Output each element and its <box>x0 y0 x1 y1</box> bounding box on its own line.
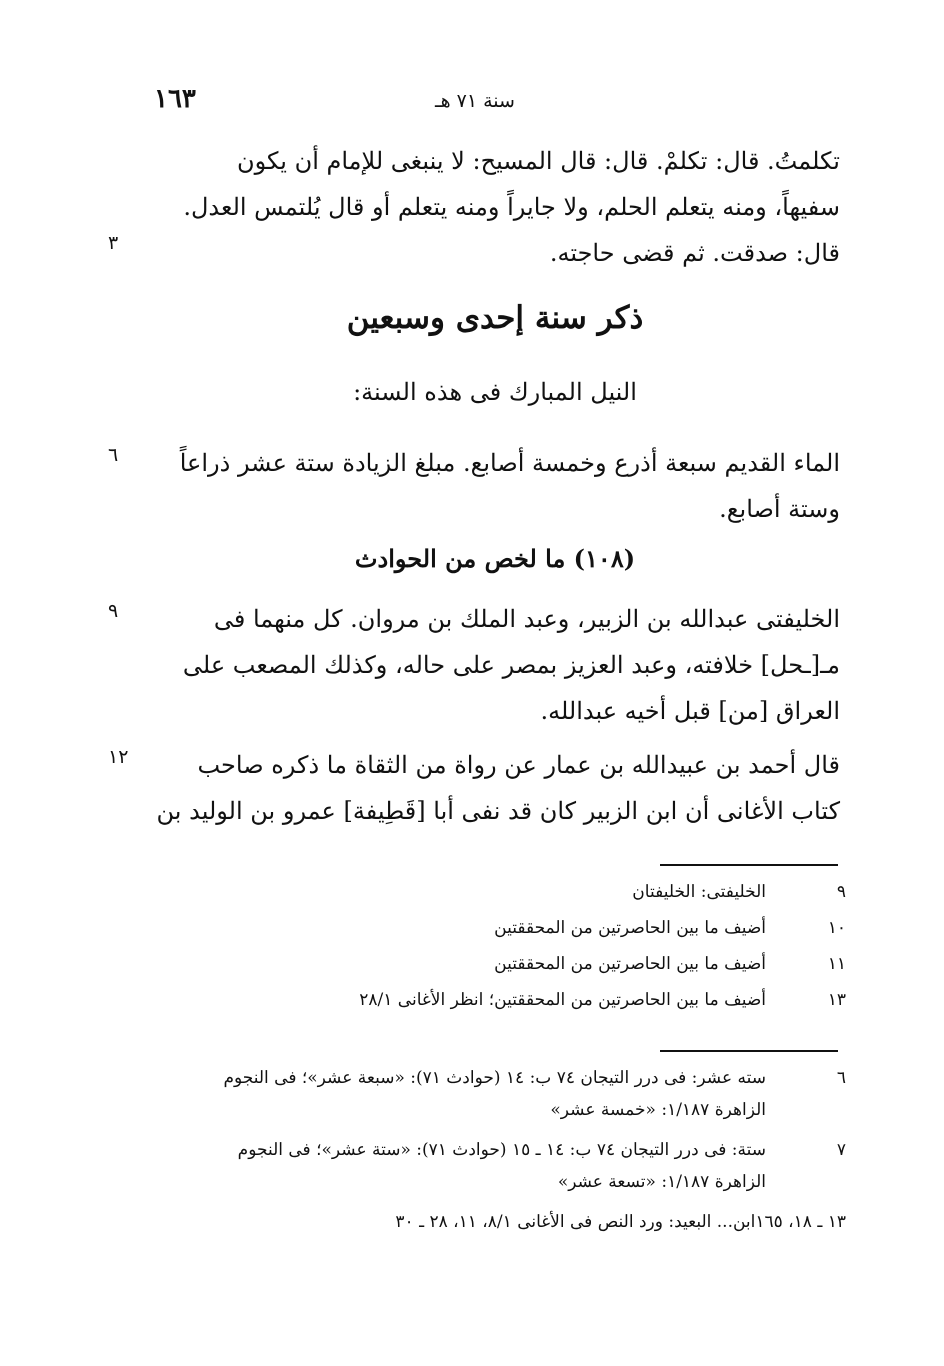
note-text: أضيف ما بين الحاصرتين من المحققتين <box>494 918 766 938</box>
line-number-marker: ٩ <box>108 600 119 622</box>
apparatus-divider <box>660 1050 838 1052</box>
footnote-divider <box>660 864 838 866</box>
section-title: ذكر سنة إحدى وسبعين <box>346 300 644 336</box>
note-text: ١٣ ـ ١٨، ١٦٥ابن... البعيد: ورد النص فى الأغانى ٨/١، ١١، ٢٨ ـ ٣٠ <box>395 1212 846 1232</box>
text-line: سفيهاً، ومنه يتعلم الحلم، ولا جايراً ومنه يتعلم أو قال يُلتمس العدل. <box>183 193 840 221</box>
note-number: ١١ <box>827 954 846 974</box>
text-line: تكلمتُ. قال: تكلمْ. قال: قال المسيح: لا ينبغى للإمام أن يكون <box>237 147 840 175</box>
text-line: قال أحمد بن عبيدالله بن عمار عن رواة من الثقاة ما ذكره صاحب <box>197 751 840 779</box>
note-number: ٦ <box>836 1068 846 1088</box>
events-heading: (١٠٨) ما لخص من الحوادث <box>354 544 636 573</box>
caliphs-paragraph <box>150 596 840 734</box>
note-number: ١٣ <box>827 990 846 1010</box>
note-text: الخليفتى: الخليفتان <box>632 882 766 902</box>
note-text: أضيف ما بين الحاصرتين من المحققتين <box>494 954 766 974</box>
text-line: وستة أصابع. <box>719 495 840 523</box>
text-line: العراق [من] قبل أخيه عبدالله. <box>540 697 840 725</box>
intro-paragraph <box>150 138 840 276</box>
note-text: أضيف ما بين الحاصرتين من المحققتين؛ انظر الأغانى ٢٨/١ <box>359 990 766 1010</box>
text-line: الماء القديم سبعة أذرع وخمسة أصابع. مبلغ الزيادة ستة عشر ذراعاً <box>179 449 840 477</box>
line-number-marker: ١٢ <box>108 746 129 768</box>
note-number: ٩ <box>836 882 846 902</box>
line-number-marker: ٦ <box>108 444 119 466</box>
note-number: ٧ <box>836 1140 846 1160</box>
note-text: الزاهرة ١/١٨٧: «تسعة عشر» <box>557 1172 766 1192</box>
nile-paragraph <box>150 440 840 532</box>
text-line: الخليفتى عبدالله بن الزبير، وعبد الملك بن مروان. كل منهما فى <box>213 605 840 633</box>
note-text: سته عشر: فى درر التيجان ٧٤ ب: ١٤ (حوادث ٧١): «سبعة عشر»؛ فى النجوم <box>223 1068 766 1088</box>
page-number: ١٦٣ <box>154 84 196 114</box>
note-text: ستة: فى درر التيجان ٧٤ ب: ١٤ ـ ١٥ (حوادث ٧١): «ستة عشر»؛ فى النجوم <box>237 1140 766 1160</box>
line-number-marker: ٣ <box>108 232 119 254</box>
running-header: سنة ٧١ هـ <box>435 90 515 112</box>
text-line: قال: صدقت. ثم قضى حاجته. <box>549 239 840 267</box>
note-number: ١٠ <box>827 918 846 938</box>
text-line: كتاب الأغانى أن ابن الزبير كان قد نفى أبا [قَطِيفة] عمرو بن الوليد بن <box>156 797 840 825</box>
note-text: الزاهرة ١/١٨٧: «خمسة عشر» <box>550 1100 766 1120</box>
text-line: مـ[ـحل] خلافته، وعبد العزيز بمصر على حاله، وكذلك المصعب على <box>182 651 840 679</box>
nile-heading: النيل المبارك فى هذه السنة: <box>353 378 637 406</box>
aghani-paragraph <box>150 742 840 834</box>
